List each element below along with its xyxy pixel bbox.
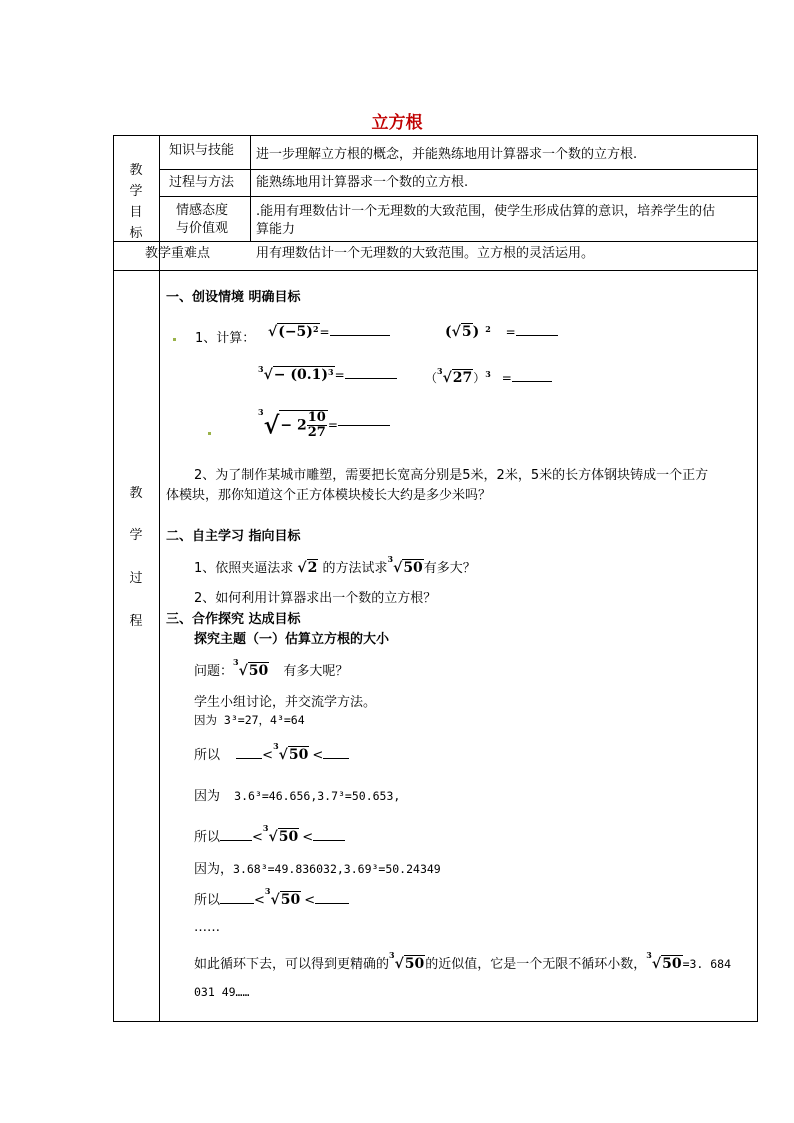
cbrt-50 [273, 741, 309, 763]
answer-blank [345, 378, 397, 379]
conclusion-line-1 [194, 950, 732, 972]
sqrt-symbol: √ [263, 367, 273, 383]
sqrt-symbol: √ [394, 956, 404, 972]
text: 如此循环下去，可以得到更精确的 [194, 957, 390, 972]
values: 3.68³=49.836032,3.69³=50.24349 [233, 862, 441, 876]
answer-blank [220, 840, 252, 841]
section-heading-3: 三、合作探究 达成目标 [166, 612, 301, 627]
side-char: 学 [129, 528, 143, 543]
paren-close: ） [473, 371, 486, 385]
sqrt-symbol: √ [270, 892, 280, 908]
sqrt-symbol: √ [238, 663, 248, 679]
value: =3. 684 [682, 957, 732, 971]
text: 有多大呢？ [283, 664, 349, 679]
root-index: 3 [262, 823, 269, 833]
radicand: 50 [662, 956, 682, 972]
table-rule [113, 241, 758, 242]
radicand-text: (−5) [278, 324, 313, 340]
text: 所以 [194, 893, 221, 908]
less-than: < [254, 893, 265, 908]
decorative-dot [208, 432, 211, 435]
fraction [307, 411, 327, 440]
decorative-dot [173, 338, 176, 341]
side-char: 标 [129, 226, 143, 241]
sqrt-symbol: √ [393, 560, 403, 576]
discussion-line: 学生小组讨论，并交流学方法。 [194, 695, 377, 710]
answer-blank [220, 903, 254, 904]
radicand: 50 [288, 747, 309, 763]
answer-blank [323, 758, 349, 759]
side-char: 教 [129, 486, 143, 501]
less-than: < [262, 748, 274, 763]
objective-label-process: 过程与方法 [169, 175, 235, 190]
objective-text-emotion-2: 算能力 [256, 222, 296, 237]
root-index: 3 [437, 366, 443, 376]
radicand [279, 410, 327, 440]
table-rule [159, 196, 758, 197]
objective-label-emotion-2: 与价值观 [176, 221, 229, 236]
s2-question-1 [194, 554, 476, 576]
so-line-2 [194, 823, 345, 845]
root-index: 3 [258, 407, 264, 417]
page-title: 立方根 [371, 113, 423, 133]
cbrt-50 [389, 950, 425, 972]
objectives-side-label [113, 160, 159, 244]
root-index: 3 [273, 741, 279, 751]
radicand-text: − (0.1) [273, 367, 328, 383]
mixed-whole: − 2 [280, 417, 307, 434]
math-expr-2: (√5) $^2$ = [445, 324, 558, 340]
because-line-3 [194, 858, 441, 877]
root-index: 3 [646, 950, 652, 960]
radicand: 50 [278, 829, 299, 845]
so-line-3 [194, 886, 349, 908]
answer-blank [516, 335, 558, 336]
cbrt-50 [646, 950, 682, 972]
text: 所以 [194, 748, 221, 763]
exponent: 2 [312, 324, 319, 334]
key-points-text: 用有理数估计一个无理数的大致范围。立方根的灵活运用。 [256, 246, 595, 261]
root-index: 3 [387, 554, 394, 564]
objective-text-process: 能熟练地用计算器求一个数的立方根. [256, 175, 469, 190]
radicand: 5 [461, 324, 472, 340]
root-index: 3 [264, 886, 271, 896]
exponent: 3 [485, 369, 491, 379]
radicand [273, 366, 335, 383]
objective-label-emotion-1: 情感态度 [176, 203, 229, 218]
s2-question-2: 2、如何利用计算器求出一个数的立方根？ [194, 591, 437, 606]
question-2-line-1: 2、为了制作某城市雕塑，需要把长宽高分别是5米，2米，5米的长方体钢块铸成一个正方 [194, 468, 709, 483]
math-expr-3 [258, 364, 397, 383]
cbrt-50 [387, 554, 424, 576]
math-expr-1 [268, 324, 390, 340]
equals-sign: = [334, 368, 345, 382]
radicand: 50 [280, 892, 301, 908]
less-than: < [302, 830, 314, 845]
conclusion-line-2: 031 49…… [194, 985, 250, 999]
answer-blank [512, 381, 552, 382]
question-2-line-2: 体模块，那你知道这个正方体模块棱长大约是多少米吗？ [166, 488, 492, 503]
answer-blank [313, 840, 345, 841]
answer-blank [315, 903, 349, 904]
side-char: 教 [129, 163, 143, 178]
sqrt-symbol: √ [268, 324, 278, 340]
cbrt-50 [264, 886, 301, 908]
answer-blank [338, 425, 390, 426]
table-rule [159, 135, 160, 1022]
radicand: 27 [452, 370, 473, 386]
equals-sign: = [319, 325, 330, 339]
process-side-label [113, 482, 159, 629]
sqrt-symbol: √ [451, 324, 461, 340]
ellipsis: …… [194, 920, 220, 935]
less-than: < [312, 748, 324, 763]
because-line-2 [194, 785, 400, 804]
section-heading-1: 一、创设情境 明确目标 [166, 290, 301, 305]
radicand: 50 [403, 560, 423, 576]
math-expr-5 [258, 407, 390, 440]
answer-blank [330, 335, 390, 336]
exponent: 2 [485, 324, 491, 334]
exponent: 3 [328, 367, 334, 377]
sqrt-symbol: √ [268, 829, 278, 845]
radicand: 50 [248, 663, 269, 679]
root-index: 3 [233, 657, 239, 667]
less-than: < [304, 893, 316, 908]
radicand [277, 323, 319, 340]
root-index: 3 [258, 364, 264, 374]
sqrt-2 [297, 559, 318, 576]
cbrt-50 [262, 823, 299, 845]
equals-sign: = [505, 325, 516, 339]
cbrt-50 [233, 657, 269, 679]
numerator: 10 [307, 410, 326, 425]
problem-line [194, 657, 349, 679]
side-char: 过 [129, 571, 143, 586]
side-char: 目 [129, 205, 143, 220]
radicand: 2 [307, 560, 318, 576]
sqrt-symbol: √ [442, 370, 452, 386]
side-char: 程 [129, 614, 143, 629]
text: 因为， [194, 862, 234, 877]
denominator: 27 [307, 425, 326, 440]
sqrt-symbol: √ [297, 560, 307, 576]
sqrt-symbol: √ [263, 410, 280, 440]
equals-sign: = [327, 418, 338, 432]
text: 1、依照夹逼法求 [194, 561, 294, 576]
answer-blank [236, 758, 262, 759]
text: 问题： [194, 664, 234, 679]
root-index: 3 [389, 950, 395, 960]
radicand: 50 [404, 956, 425, 972]
table-rule [250, 135, 251, 241]
table-rule [113, 270, 758, 271]
math-expr-4 [425, 366, 552, 386]
side-char: 学 [129, 184, 143, 199]
text: 的方法试求 [322, 561, 388, 576]
question-1-prefix: 1、计算： [195, 331, 256, 346]
objective-text-emotion-1: .能用有理数估计一个无理数的大致范围，使学生形成估算的意识，培养学生的估 [256, 204, 716, 219]
objective-text-knowledge: 进一步理解立方根的概念，并能熟练地用计算器求一个数的立方根. [256, 147, 638, 162]
less-than: < [252, 830, 263, 845]
because-line-1: 因为 3³=27，4³=64 [194, 713, 305, 727]
table-rule [159, 169, 758, 170]
equals-sign: = [501, 371, 512, 385]
paren-open: （ [425, 371, 438, 385]
sqrt-symbol: √ [278, 747, 288, 763]
text: 的近似值，它是一个无限不循环小数， [425, 957, 647, 972]
section-heading-2: 二、自主学习 指向目标 [166, 529, 301, 544]
topic-heading-1: 探究主题（一）估算立方根的大小 [194, 632, 390, 647]
text: 因为 [194, 789, 221, 804]
so-line-1 [194, 741, 349, 763]
values: 3.6³=46.656,3.7³=50.653, [234, 789, 401, 803]
sqrt-symbol: √ [651, 956, 662, 972]
key-points-label: 教学重难点 [145, 246, 211, 261]
text: 所以 [194, 830, 221, 845]
text: 有多大？ [423, 561, 476, 576]
objective-label-knowledge: 知识与技能 [169, 143, 235, 158]
